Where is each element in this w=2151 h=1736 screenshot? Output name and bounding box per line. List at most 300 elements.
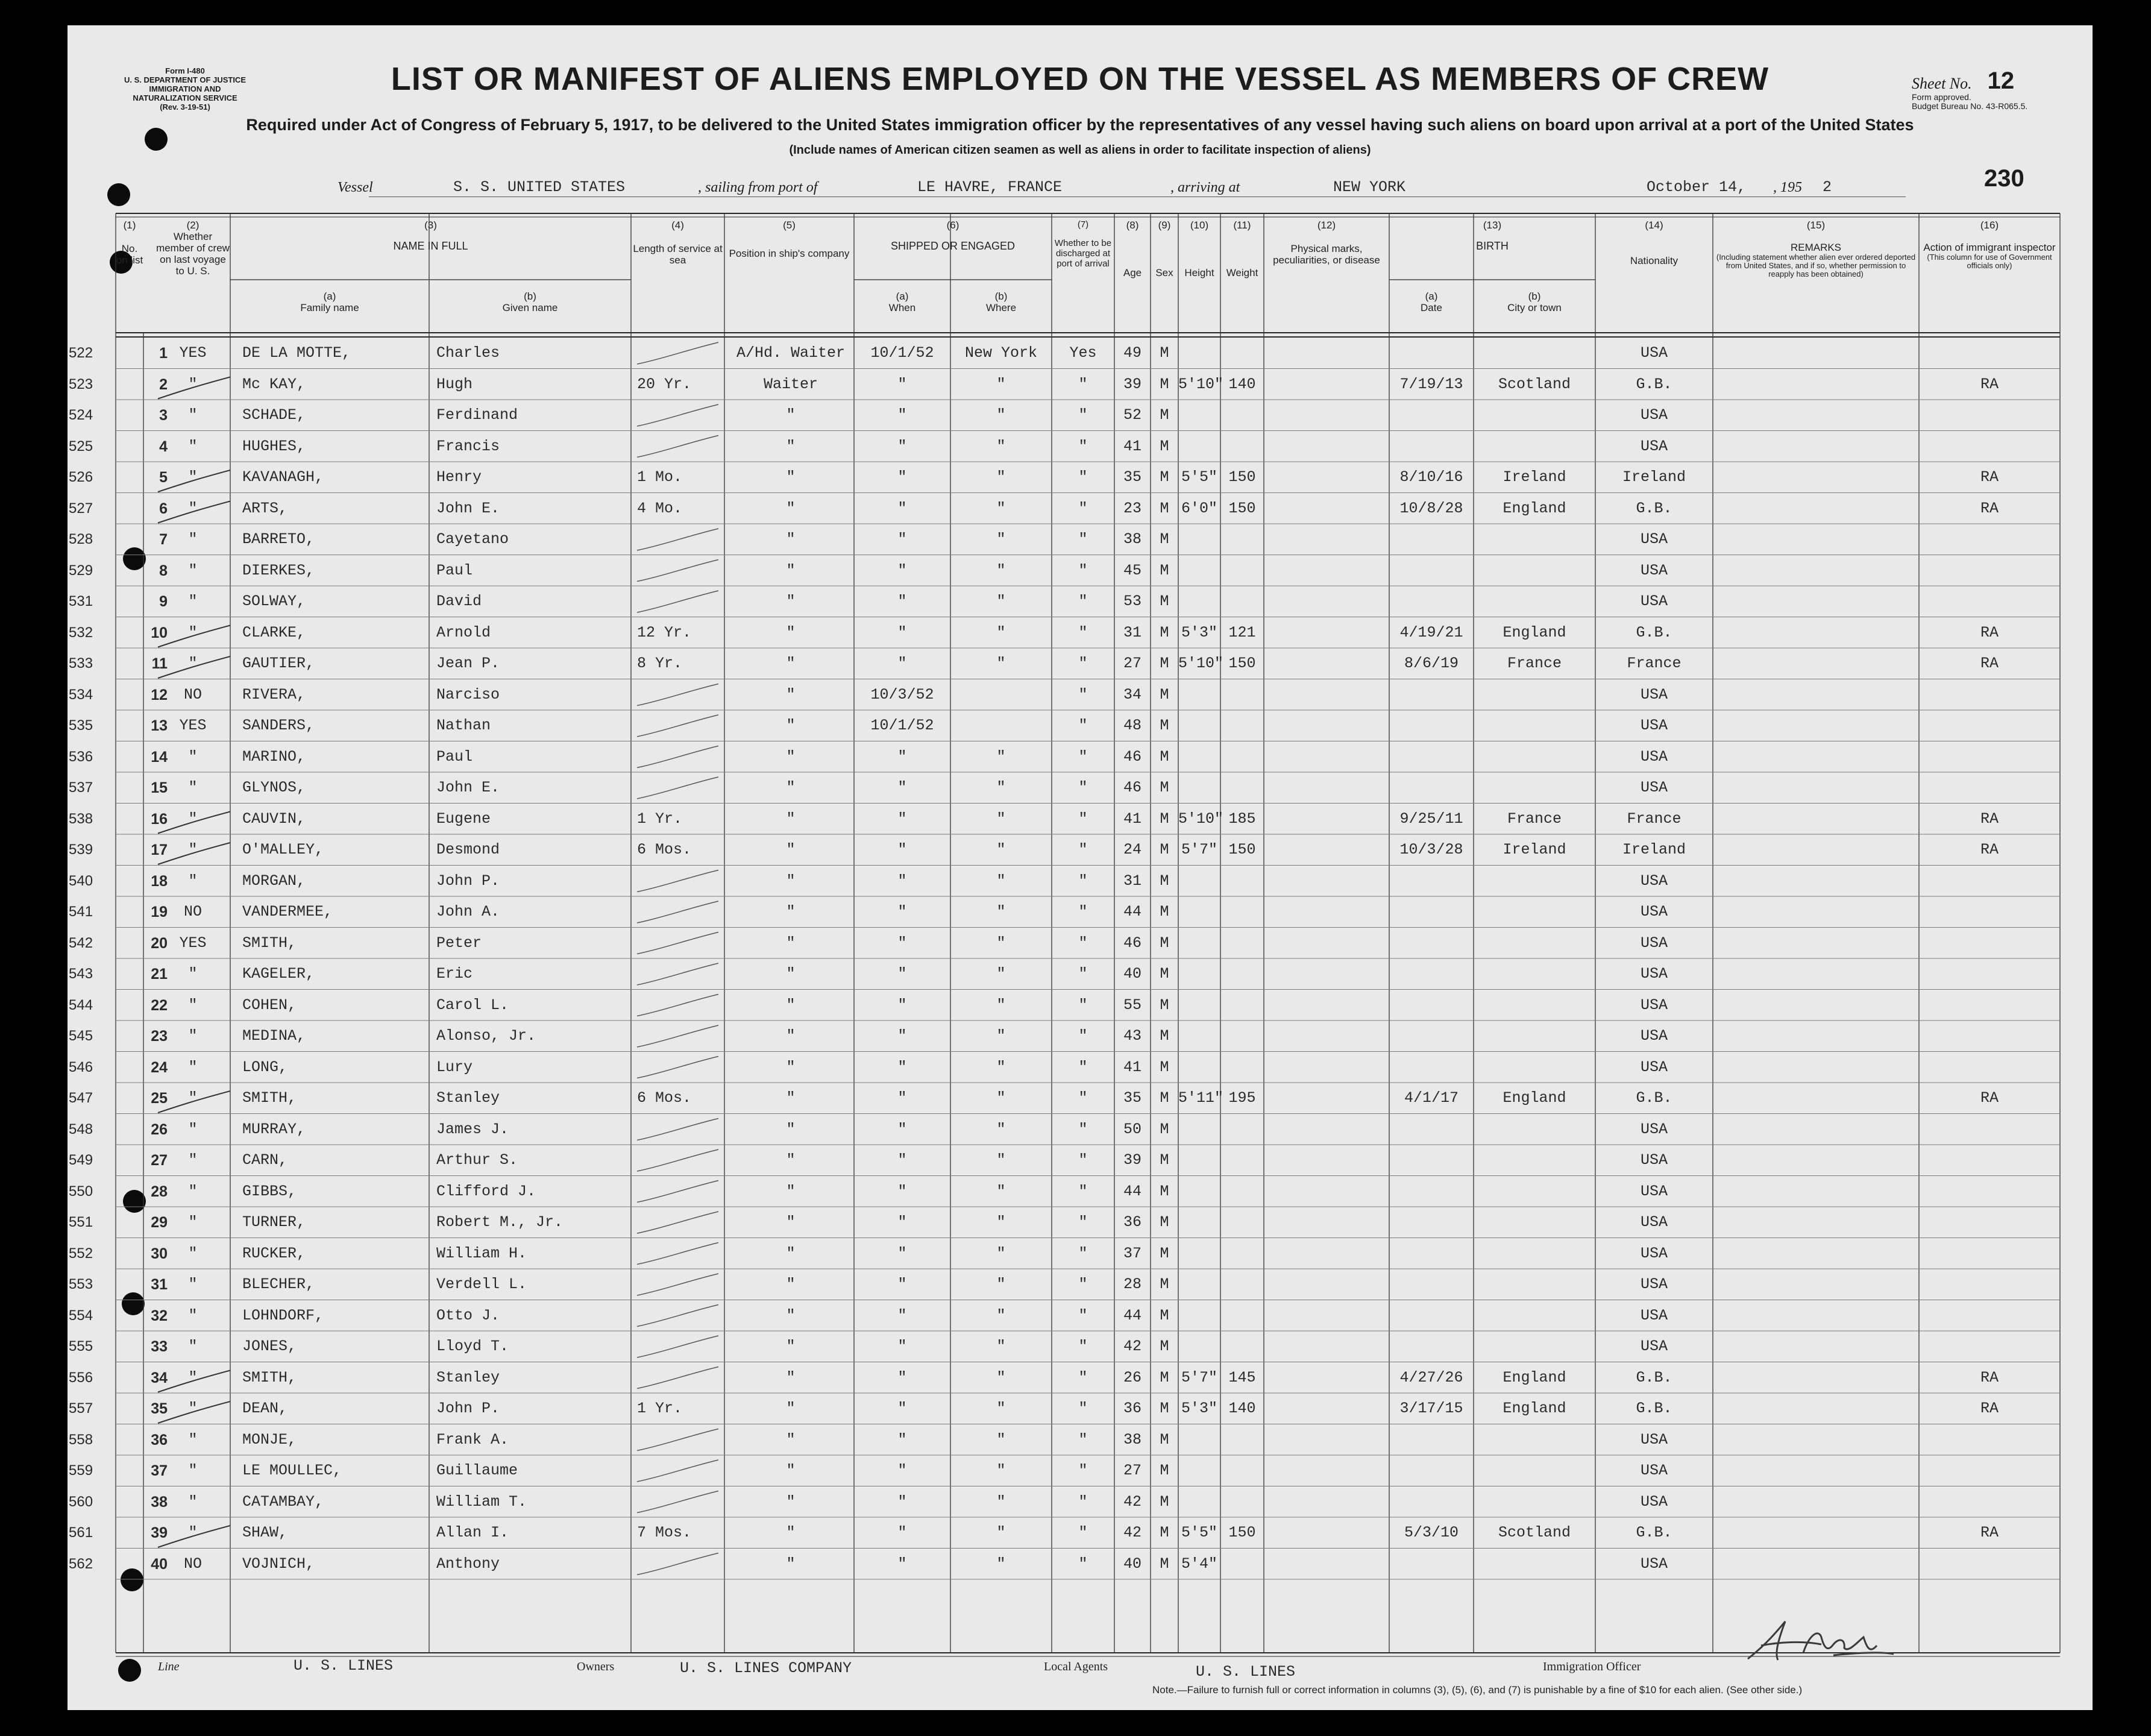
crew-last-voyage: " bbox=[188, 1524, 198, 1541]
shipped-when: " bbox=[897, 1338, 907, 1355]
shipped-when: " bbox=[897, 499, 907, 517]
crew-last-voyage: " bbox=[188, 468, 198, 486]
family-name: MONJE, bbox=[242, 1430, 297, 1448]
family-name: GLYNOS, bbox=[242, 779, 306, 796]
given-name: Alonso, Jr. bbox=[436, 1027, 536, 1045]
discharged: " bbox=[1078, 406, 1088, 424]
shipped-when: " bbox=[897, 1151, 907, 1169]
row-number: 33 bbox=[151, 1338, 168, 1355]
discharged: " bbox=[1078, 1058, 1088, 1076]
row-number: 23 bbox=[151, 1028, 168, 1045]
crew-last-voyage: " bbox=[188, 1244, 198, 1262]
position: " bbox=[786, 1368, 796, 1386]
crew-last-voyage: NO bbox=[183, 685, 202, 703]
stamp-number: 538 bbox=[69, 810, 93, 827]
shipped-when: " bbox=[897, 375, 907, 393]
form-title: LIST OR MANIFEST OF ALIENS EMPLOYED ON THE VESSEL AS MEMBERS OF CREW bbox=[391, 61, 1769, 97]
family-name: O'MALLEY, bbox=[242, 841, 324, 858]
height: 5'5" bbox=[1181, 468, 1217, 486]
shipped-where: " bbox=[996, 1244, 1006, 1262]
col9-num: (9) bbox=[1158, 219, 1171, 231]
shipped-when: 10/3/52 bbox=[870, 685, 934, 703]
stamp-number: 529 bbox=[69, 562, 93, 579]
col3b-label: Given name bbox=[502, 302, 558, 313]
discharged: " bbox=[1078, 1306, 1088, 1324]
shipped-when: " bbox=[897, 903, 907, 920]
service-mark bbox=[637, 404, 718, 426]
inspector-action: RA bbox=[1980, 623, 1999, 641]
given-name: James J. bbox=[436, 1120, 509, 1138]
row-number: 29 bbox=[151, 1214, 168, 1231]
nationality: France bbox=[1627, 655, 1682, 672]
inspector-action: RA bbox=[1980, 1368, 1999, 1386]
shipped-when: " bbox=[897, 965, 907, 983]
nationality: USA bbox=[1640, 903, 1668, 920]
nationality: USA bbox=[1640, 561, 1668, 579]
sex: M bbox=[1160, 1492, 1169, 1511]
height: 5'5" bbox=[1181, 1524, 1217, 1541]
crew-last-voyage: " bbox=[188, 1492, 198, 1511]
col16-label: Action of immigrant inspector bbox=[1923, 242, 2056, 253]
crew-last-voyage: " bbox=[188, 530, 198, 548]
sex: M bbox=[1160, 1089, 1169, 1107]
col9-header bbox=[1151, 219, 1178, 278]
position: " bbox=[786, 1462, 796, 1479]
col13a-label: Date bbox=[1421, 302, 1442, 313]
position: " bbox=[786, 437, 796, 455]
shipped-when: " bbox=[897, 530, 907, 548]
shipped-where: " bbox=[996, 965, 1006, 983]
family-name: SMITH, bbox=[242, 934, 297, 952]
form-revision: (Rev. 3-19-51) bbox=[160, 102, 210, 112]
col3-label: NAME IN FULL bbox=[393, 240, 468, 252]
col3-num: (3) bbox=[424, 219, 437, 231]
discharged: " bbox=[1078, 1089, 1088, 1107]
row-number: 39 bbox=[151, 1524, 168, 1541]
col10-header bbox=[1178, 219, 1220, 278]
discharged: " bbox=[1078, 468, 1088, 486]
given-name: Nathan bbox=[436, 717, 491, 734]
family-name: SOLWAY, bbox=[242, 593, 306, 610]
nationality: G.B. bbox=[1636, 1524, 1672, 1541]
shipped-where: " bbox=[996, 1120, 1006, 1138]
stamp-number: 548 bbox=[69, 1121, 93, 1137]
agency-service: IMMIGRATION AND NATURALIZATION SERVICE bbox=[133, 84, 237, 102]
shipped-when: " bbox=[897, 1555, 907, 1573]
age: 44 bbox=[1123, 1306, 1141, 1324]
position: " bbox=[786, 1524, 796, 1541]
birth-city: Scotland bbox=[1498, 1524, 1571, 1541]
shipped-where: " bbox=[996, 561, 1006, 579]
age: 40 bbox=[1123, 965, 1141, 983]
family-name: CATAMBAY, bbox=[242, 1492, 324, 1511]
stamp-number: 535 bbox=[69, 717, 93, 734]
position: " bbox=[786, 1120, 796, 1138]
service-length: 1 Mo. bbox=[637, 468, 683, 486]
age: 39 bbox=[1123, 1151, 1141, 1169]
crew-last-voyage: " bbox=[188, 1120, 198, 1138]
stamp-number: 533 bbox=[69, 655, 93, 671]
footer-agents-label: Local Agents bbox=[1044, 1660, 1108, 1673]
age: 44 bbox=[1123, 903, 1141, 920]
service-mark bbox=[637, 529, 718, 550]
shipped-where: " bbox=[996, 841, 1006, 858]
col10-label: Height bbox=[1184, 267, 1214, 278]
footer-line-label: Line bbox=[158, 1660, 180, 1673]
nationality: USA bbox=[1640, 1151, 1668, 1169]
shipped-where: " bbox=[996, 593, 1006, 610]
birth-city: England bbox=[1503, 1089, 1566, 1107]
sex: M bbox=[1160, 499, 1169, 517]
crew-last-voyage: YES bbox=[179, 717, 207, 734]
sex: M bbox=[1160, 1275, 1169, 1293]
position: " bbox=[786, 872, 796, 890]
col5-label: Position in ship's company bbox=[729, 248, 850, 259]
stamp-number: 546 bbox=[69, 1058, 93, 1075]
row-number: 34 bbox=[151, 1369, 168, 1386]
nationality: USA bbox=[1640, 437, 1668, 455]
discharged: " bbox=[1078, 1338, 1088, 1355]
sex: M bbox=[1160, 1400, 1169, 1417]
shipped-where: " bbox=[996, 934, 1006, 952]
crew-last-voyage: " bbox=[188, 841, 198, 858]
shipped-where: " bbox=[996, 406, 1006, 424]
nationality: USA bbox=[1640, 1492, 1668, 1511]
discharged: " bbox=[1078, 685, 1088, 703]
crew-last-voyage: " bbox=[188, 1462, 198, 1479]
col13a-header bbox=[1389, 291, 1474, 313]
stamp-number: 539 bbox=[69, 841, 93, 858]
given-name: John P. bbox=[436, 872, 500, 890]
col6-num: (6) bbox=[946, 219, 959, 231]
shipped-where: " bbox=[996, 779, 1006, 796]
stamp-number: 534 bbox=[69, 686, 93, 703]
shipped-when: " bbox=[897, 1430, 907, 1448]
sex: M bbox=[1160, 779, 1169, 796]
shipped-when: " bbox=[897, 996, 907, 1014]
col13b-num: (b) bbox=[1528, 291, 1541, 302]
shipped-where: " bbox=[996, 1089, 1006, 1107]
family-name: GIBBS, bbox=[242, 1182, 297, 1200]
given-name: Eugene bbox=[436, 810, 491, 828]
sheet-label: Sheet No. bbox=[1912, 75, 1972, 92]
inspector-action: RA bbox=[1980, 841, 1999, 858]
service-mark bbox=[637, 1212, 718, 1233]
weight: 150 bbox=[1228, 655, 1256, 672]
age: 40 bbox=[1123, 1555, 1141, 1573]
discharged: " bbox=[1078, 810, 1088, 828]
nationality: USA bbox=[1640, 1338, 1668, 1355]
stamp-number: 537 bbox=[69, 779, 93, 796]
sex: M bbox=[1160, 1462, 1169, 1479]
family-name: SMITH, bbox=[242, 1089, 297, 1107]
row-number: 14 bbox=[151, 748, 168, 766]
given-name: Jean P. bbox=[436, 655, 500, 672]
service-mark bbox=[637, 1025, 718, 1047]
given-name: Verdell L. bbox=[436, 1275, 527, 1293]
shipped-where: " bbox=[996, 375, 1006, 393]
row-number: 11 bbox=[151, 655, 168, 672]
sailing-label: , sailing from port of bbox=[698, 180, 818, 195]
height: 5'7" bbox=[1181, 841, 1217, 858]
nationality: USA bbox=[1640, 717, 1668, 734]
row-number: 5 bbox=[159, 469, 168, 486]
row-number: 10 bbox=[151, 624, 168, 641]
service-length: 8 Yr. bbox=[637, 655, 683, 672]
age: 23 bbox=[1123, 499, 1141, 517]
shipped-where: " bbox=[996, 437, 1006, 455]
col12-num: (12) bbox=[1317, 219, 1336, 231]
stamp-number: 532 bbox=[69, 624, 93, 641]
col11-label: Weight bbox=[1226, 267, 1258, 278]
row-number: 28 bbox=[151, 1183, 168, 1200]
nationality: Ireland bbox=[1622, 468, 1686, 486]
sex: M bbox=[1160, 810, 1169, 828]
port-to: NEW YORK bbox=[1333, 178, 1406, 196]
discharged: " bbox=[1078, 996, 1088, 1014]
row-number: 37 bbox=[151, 1462, 168, 1479]
sex: M bbox=[1160, 623, 1169, 641]
footer-owners-value: U. S. LINES COMPANY bbox=[680, 1659, 852, 1677]
sex: M bbox=[1160, 437, 1169, 455]
footer-officer-label: Immigration Officer bbox=[1543, 1660, 1641, 1673]
col13b-label: City or town bbox=[1507, 302, 1562, 313]
family-name: HUGHES, bbox=[242, 437, 306, 455]
service-mark bbox=[637, 870, 718, 892]
arriving-label: , arriving at bbox=[1170, 180, 1240, 195]
family-name: RUCKER, bbox=[242, 1244, 306, 1262]
row-number: 7 bbox=[159, 531, 168, 548]
position: " bbox=[786, 1089, 796, 1107]
sheet-value: 12 bbox=[1987, 68, 2015, 94]
shipped-where: " bbox=[996, 1275, 1006, 1293]
crew-last-voyage: " bbox=[188, 623, 198, 641]
position: " bbox=[786, 1555, 796, 1573]
position: " bbox=[786, 593, 796, 610]
row-number: 1 bbox=[159, 345, 168, 362]
crew-last-voyage: " bbox=[188, 1400, 198, 1417]
stamp-number: 543 bbox=[69, 966, 93, 982]
row-number: 19 bbox=[151, 904, 168, 920]
weight: 185 bbox=[1228, 810, 1256, 828]
discharged: " bbox=[1078, 717, 1088, 734]
crew-last-voyage: " bbox=[188, 1430, 198, 1448]
age: 28 bbox=[1123, 1275, 1141, 1293]
crew-last-voyage: " bbox=[188, 593, 198, 610]
shipped-when: " bbox=[897, 1182, 907, 1200]
age: 52 bbox=[1123, 406, 1141, 424]
age: 55 bbox=[1123, 996, 1141, 1014]
given-name: Henry bbox=[436, 468, 482, 486]
given-name: Narciso bbox=[436, 685, 500, 703]
stamp-number: 560 bbox=[69, 1493, 93, 1510]
given-name: Desmond bbox=[436, 841, 500, 858]
row-number: 8 bbox=[159, 562, 168, 579]
col6-label: SHIPPED OR ENGAGED bbox=[890, 240, 1016, 252]
crew-last-voyage: " bbox=[188, 655, 198, 672]
col6a-header bbox=[854, 291, 950, 313]
shipped-when: " bbox=[897, 1120, 907, 1138]
shipped-where: " bbox=[996, 1368, 1006, 1386]
col6-header bbox=[854, 219, 1052, 252]
nationality: USA bbox=[1640, 1555, 1668, 1573]
family-name: SCHADE, bbox=[242, 406, 306, 424]
row-number: 3 bbox=[159, 407, 168, 424]
sex: M bbox=[1160, 468, 1169, 486]
stamp-number: 528 bbox=[69, 531, 93, 547]
service-mark bbox=[637, 684, 718, 706]
row-number: 9 bbox=[159, 593, 168, 610]
page-stamp: 230 bbox=[1984, 165, 2024, 192]
sex: M bbox=[1160, 1368, 1169, 1386]
sex: M bbox=[1160, 1306, 1169, 1324]
discharged: " bbox=[1078, 1555, 1088, 1573]
family-name: BARRETO, bbox=[242, 530, 315, 548]
family-name: MURRAY, bbox=[242, 1120, 306, 1138]
stamp-number: 527 bbox=[69, 500, 93, 517]
discharged: " bbox=[1078, 1244, 1088, 1262]
family-name: DIERKES, bbox=[242, 561, 315, 579]
given-name: Guillaume bbox=[436, 1462, 518, 1479]
col2-label: Whether member of crew on last voyage to U. S. bbox=[156, 231, 230, 277]
inspector-action: RA bbox=[1980, 1524, 1999, 1541]
shipped-when: " bbox=[897, 623, 907, 641]
shipped-when: " bbox=[897, 655, 907, 672]
col2-header bbox=[155, 219, 230, 277]
row-number: 12 bbox=[151, 686, 168, 703]
height: 5'10" bbox=[1178, 810, 1224, 828]
nationality: USA bbox=[1640, 1430, 1668, 1448]
shipped-where: " bbox=[996, 530, 1006, 548]
col15-sub: (Including statement whether alien ever ordered deported from United States, and if so, whether permission to reapply has been obtained) bbox=[1716, 253, 1916, 278]
shipped-when: " bbox=[897, 841, 907, 858]
sex: M bbox=[1160, 872, 1169, 890]
position: " bbox=[786, 1027, 796, 1045]
sex: M bbox=[1160, 996, 1169, 1014]
crew-last-voyage: " bbox=[188, 1058, 198, 1076]
col13-label: BIRTH bbox=[1476, 240, 1509, 252]
arrival-date: October 14, bbox=[1647, 178, 1747, 196]
col3a-num: (a) bbox=[323, 291, 336, 302]
age: 36 bbox=[1123, 1400, 1141, 1417]
shipped-where: " bbox=[996, 1027, 1006, 1045]
discharged: " bbox=[1078, 1182, 1088, 1200]
discharged: " bbox=[1078, 747, 1088, 766]
service-length: 1 Yr. bbox=[637, 1400, 683, 1417]
crew-last-voyage: " bbox=[188, 1027, 198, 1045]
position: " bbox=[786, 406, 796, 424]
age: 42 bbox=[1123, 1492, 1141, 1511]
sex: M bbox=[1160, 1120, 1169, 1138]
sex: M bbox=[1160, 1524, 1169, 1541]
shipped-where: " bbox=[996, 1492, 1006, 1511]
service-mark bbox=[637, 1367, 718, 1389]
family-name: JONES, bbox=[242, 1338, 297, 1355]
shipped-where: " bbox=[996, 1462, 1006, 1479]
shipped-where: " bbox=[996, 1338, 1006, 1355]
family-name: KAVANAGH, bbox=[242, 468, 324, 486]
crew-last-voyage: " bbox=[188, 1213, 198, 1231]
col7-header bbox=[1052, 219, 1114, 269]
position: " bbox=[786, 934, 796, 952]
col6b-num: (b) bbox=[994, 291, 1008, 302]
age: 41 bbox=[1123, 437, 1141, 455]
nationality: USA bbox=[1640, 996, 1668, 1014]
shipped-when: " bbox=[897, 872, 907, 890]
weight: 145 bbox=[1228, 1368, 1256, 1386]
discharged: " bbox=[1078, 437, 1088, 455]
shipped-where: " bbox=[996, 1430, 1006, 1448]
given-name: Arnold bbox=[436, 623, 491, 641]
col11-num: (11) bbox=[1233, 219, 1251, 231]
stamp-number: 556 bbox=[69, 1369, 93, 1386]
nationality: USA bbox=[1640, 1244, 1668, 1262]
nationality: USA bbox=[1640, 406, 1668, 424]
discharged: " bbox=[1078, 872, 1088, 890]
agency-name: U. S. DEPARTMENT OF JUSTICE bbox=[124, 75, 246, 84]
position: " bbox=[786, 1400, 796, 1417]
age: 27 bbox=[1123, 655, 1141, 672]
sex: M bbox=[1160, 685, 1169, 703]
discharged: " bbox=[1078, 1492, 1088, 1511]
weight: 195 bbox=[1228, 1089, 1256, 1107]
stamp-number: 550 bbox=[69, 1183, 93, 1200]
stamp-number: 523 bbox=[69, 376, 93, 392]
col12-header bbox=[1264, 219, 1389, 266]
service-length: 4 Mo. bbox=[637, 499, 683, 517]
position: A/Hd. Waiter bbox=[736, 344, 846, 362]
service-mark bbox=[637, 746, 718, 768]
birth-date: 8/6/19 bbox=[1404, 655, 1459, 672]
height: 5'4" bbox=[1181, 1555, 1217, 1573]
row-number: 15 bbox=[151, 779, 168, 796]
family-name: CLARKE, bbox=[242, 623, 306, 641]
service-mark bbox=[637, 1119, 718, 1140]
shipped-when: " bbox=[897, 468, 907, 486]
inspector-action: RA bbox=[1980, 499, 1999, 517]
shipped-when: " bbox=[897, 1058, 907, 1076]
service-mark bbox=[637, 591, 718, 612]
row-number: 35 bbox=[151, 1400, 168, 1417]
form-number: Form I-480 bbox=[165, 66, 205, 75]
col6b-label: Where bbox=[985, 302, 1017, 313]
given-name: Clifford J. bbox=[436, 1182, 536, 1200]
shipped-where: " bbox=[996, 903, 1006, 920]
position: " bbox=[786, 561, 796, 579]
position: " bbox=[786, 1430, 796, 1448]
col15-label: REMARKS bbox=[1790, 242, 1842, 253]
shipped-where: " bbox=[996, 499, 1006, 517]
inspector-action: RA bbox=[1980, 655, 1999, 672]
stamp-number: 555 bbox=[69, 1338, 93, 1354]
birth-city: Ireland bbox=[1503, 468, 1566, 486]
stamp-number: 552 bbox=[69, 1245, 93, 1262]
row-number: 4 bbox=[159, 438, 168, 455]
position: " bbox=[786, 655, 796, 672]
row-number: 40 bbox=[151, 1555, 168, 1573]
birth-date: 10/3/28 bbox=[1399, 841, 1463, 858]
shipped-when: " bbox=[897, 1027, 907, 1045]
given-name: John E. bbox=[436, 499, 500, 517]
sex: M bbox=[1160, 1151, 1169, 1169]
inspector-action: RA bbox=[1980, 375, 1999, 393]
row-number: 30 bbox=[151, 1245, 168, 1262]
nationality: USA bbox=[1640, 1275, 1668, 1293]
birth-date: 4/19/21 bbox=[1399, 623, 1463, 641]
service-mark bbox=[637, 1181, 718, 1203]
discharged: " bbox=[1078, 1430, 1088, 1448]
crew-last-voyage: " bbox=[188, 1275, 198, 1293]
